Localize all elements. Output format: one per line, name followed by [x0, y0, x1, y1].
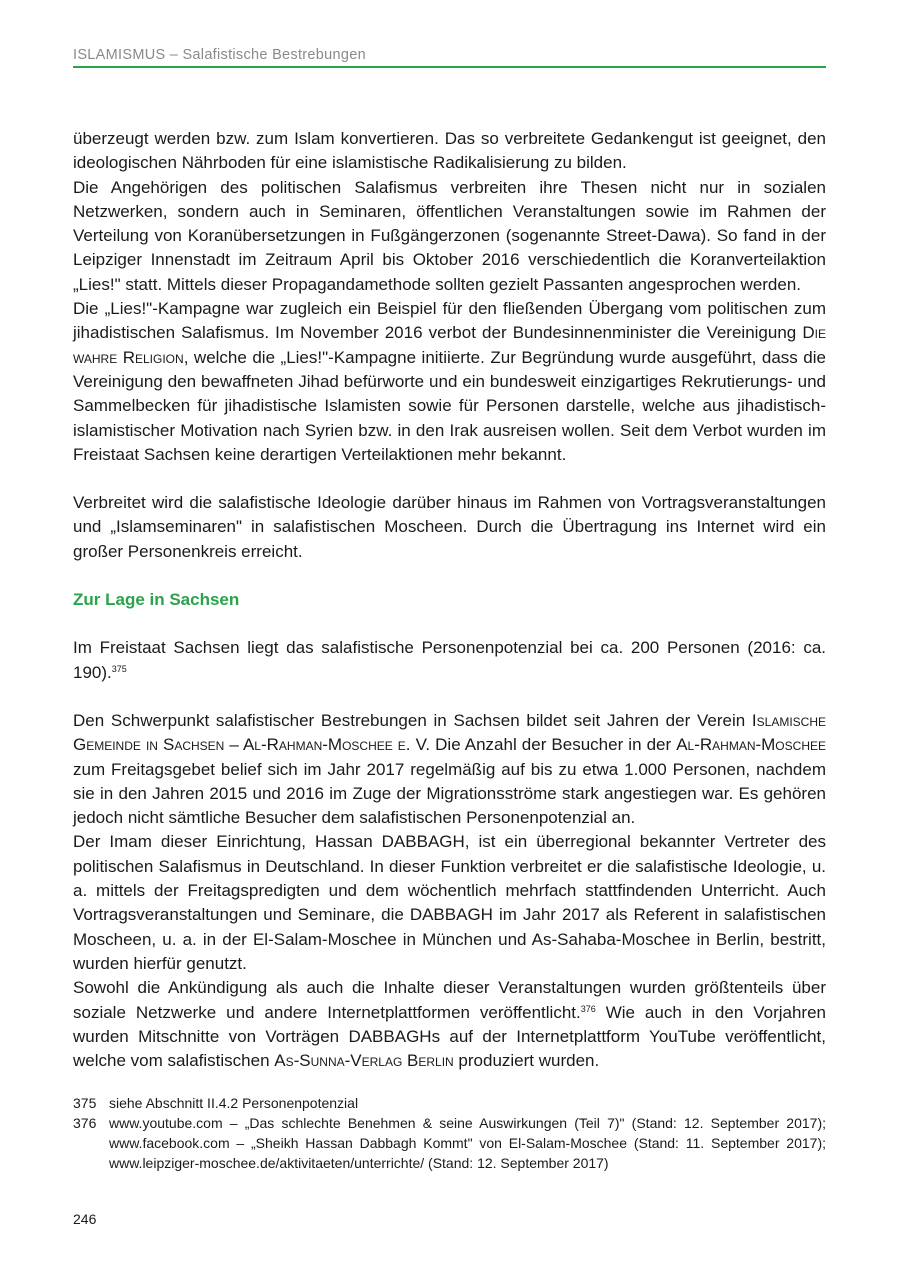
main-content: [73, 127, 826, 1073]
footnote-number: 375: [73, 1095, 97, 1111]
organization-name: Al-Rahman-Moschee: [676, 735, 826, 755]
paragraph: Verbreitet wird die salafistische Ideologie darüber hinaus im Rahmen von Vortragsveranstaltungen und „Islamseminaren" in salafistischen Moscheen. Durch die Übertragung ins Internet wird ein großer Personenkreis erreicht.: [73, 493, 826, 561]
text-run: Den Schwerpunkt salafistischer Bestrebungen in Sachsen bildet seit Jahren der Verein: [73, 710, 752, 730]
text-run: Sowohl die Ankündigung als auch die Inhalte dieser Veranstaltungen wurden größtenteils über soziale Netzwerke und andere Internetplattformen veröffentlicht.: [73, 978, 826, 1022]
running-title: ISLAMISMUS – Salafistische Bestrebungen: [73, 47, 366, 63]
footnote-text: siehe Abschnitt II.4.2 Personenpotenzial: [109, 1095, 359, 1111]
paragraph: [73, 976, 826, 1073]
organization-name: Islamische Gemeinde in Sachsen – Al-Rahman-Moschee e. V.: [73, 710, 826, 755]
paragraph: [73, 709, 826, 830]
text-run: , welche die „Lies!"-Kampagne initiierte. Zur Begründung wurde ausgeführt, dass die Vereinigung den bewaffneten Jihad befürworte und ein bundesweit einzigartiges Rekrutierungs- und Sammelbecken für jihadistische Islamisten sowie für Personen darstelle, welche aus jihadistisch-islamistischer Motivation nach Syrien bzw. in den Irak ausreisen wollen. Seit dem Verbot wurden im Freistaat Sachsen keine derartigen Verteilaktionen mehr bekannt.: [73, 347, 826, 464]
text-run: Im Freistaat Sachsen liegt das salafistische Personenpotenzial bei ca. 200 Personen (2016: ca. 190).: [73, 638, 826, 682]
text-run: produziert wurden.: [453, 1051, 600, 1071]
paragraph: [73, 636, 826, 685]
organization-name: Die wahre Religion: [73, 323, 826, 367]
section-heading: Zur Lage in Sachsen: [73, 590, 240, 610]
paragraph: Die Angehörigen des politischen Salafismus verbreiten ihre Thesen nicht nur in sozialen Netzwerken, sondern auch in Seminaren, öffentlichen Veranstaltungen sowie im Rahmen der Verteilung von Koranübersetzungen in Fußgängerzonen (sogenannte Street-Dawa). So fand in der Leipziger Innenstadt im Zeitraum April bis Oktober 2016 verschiedentlich die Koranverteilaktion „Lies!" statt. Mittels dieser Propagandamethode sollten gezielt Passanten angesprochen werden.: [73, 177, 826, 294]
text-run: Die „Lies!"-Kampagne war zugleich ein Beispiel für den fließenden Übergang vom politischen zum jihadistischen Salafismus. Im November 2016 verbot der Bundesinnenminister die Vereinigung: [73, 299, 826, 343]
paragraph: Der Imam dieser Einrichtung, Hassan DABBAGH, ist ein überregional bekannter Vertreter des politischen Salafismus in Deutschland. In dieser Funktion verbreitet er die salafistische Ideologie, u. a. mittels der Freitagspredigten und dem wöchentlich mehrfach stattfindenden Unterricht. Auch Vortragsveranstaltungen und Seminare, die DABBAGH im Jahr 2017 als Referent in salafistischen Moscheen, u. a. in der El-Salam-Moschee in München und As-Sahaba-Moschee in Berlin, bestritt, wurden hierfür genutzt.: [73, 832, 826, 973]
footnotes: [73, 1093, 826, 1173]
text-run: zum Freitagsgebet belief sich im Jahr 2017 regelmäßig auf bis zu etwa 1.000 Personen, nachdem sie in den Jahren 2015 und 2016 im Zuge der Migrationsströme stark angestiegen war. Es gehören jedoch nicht sämtliche Besucher dem salafistischen Personenpotenzial an.: [73, 759, 826, 828]
text-run: Die Anzahl der Besucher in der: [430, 735, 677, 755]
footnote-text: www.youtube.com – „Das schlechte Benehmen & seine Auswirkungen (Teil 7)" (Stand: 12. September 2017); www.facebook.com – „Sheikh Hassan Dabbagh Kommt" von El-Salam-Moschee (Stand: 11. September 2017); www.leipziger-moschee.de/aktivitaeten/unterrichte/ (Stand: 12. September 2017): [109, 1115, 826, 1171]
footnote: [73, 1093, 826, 1113]
paragraph: überzeugt werden bzw. zum Islam konvertieren. Das so verbreitete Gedankengut ist geeignet, den ideologischen Nährboden für eine islamistische Radikalisierung zu bilden.: [73, 129, 826, 173]
footnote-ref: 376: [580, 1003, 596, 1014]
paragraph: [73, 297, 826, 467]
footnote-ref: 375: [111, 663, 127, 674]
running-header: [73, 44, 826, 68]
text-run: Wie auch in den Vorjahren wurden Mitschnitte von Vorträgen DABBAGHs auf der Internetplattform YouTube veröffentlicht, welche vom salafistischen: [73, 1002, 826, 1071]
organization-name: As-Sunna-Verlag Berlin: [274, 1051, 454, 1071]
footnote: [73, 1113, 826, 1173]
page-number: 246: [73, 1211, 97, 1227]
footnote-number: 376: [73, 1115, 97, 1131]
